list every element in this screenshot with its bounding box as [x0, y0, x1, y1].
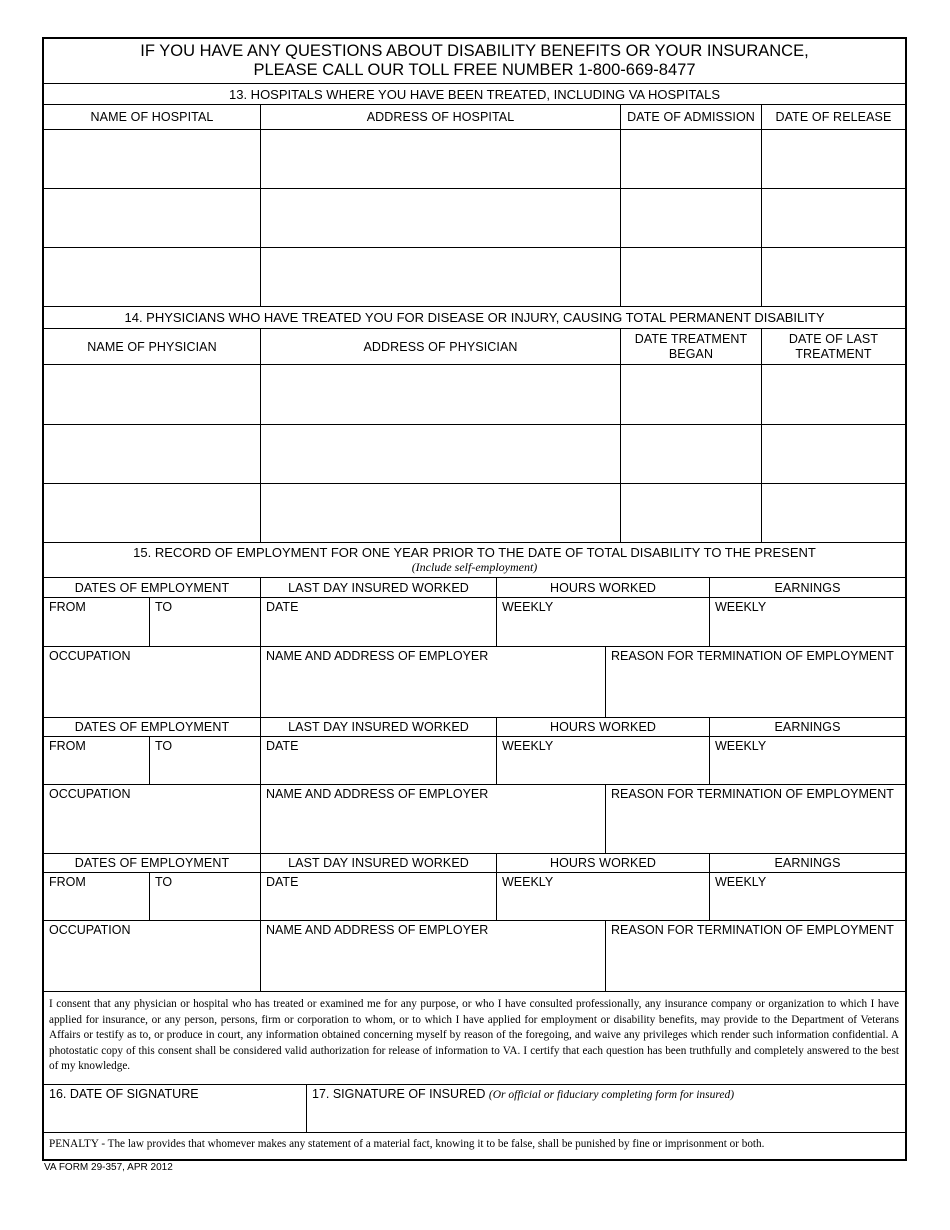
employment-dates-row: [44, 873, 905, 921]
physician-name-field[interactable]: [44, 425, 260, 483]
to-field[interactable]: TO: [149, 598, 260, 646]
col-dates-of-employment: DATES OF EMPLOYMENT: [74, 856, 230, 870]
form-header: [44, 39, 905, 84]
section-15-title: 15. RECORD OF EMPLOYMENT FOR ONE YEAR PRIOR TO THE DATE OF TOTAL DISABILITY TO THE PRESENT: [133, 545, 816, 560]
employment-dates-row: [44, 737, 905, 785]
employer-name-address-field[interactable]: NAME AND ADDRESS OF EMPLOYER: [260, 647, 605, 717]
hospital-row: [44, 248, 905, 307]
physician-row: [44, 484, 905, 543]
employment-details-row: [44, 785, 905, 854]
penalty-statement: PENALTY - The law provides that whomever makes any statement of a material fact, knowing it to be false, shall be punished by fine or imprisonment or both.: [49, 1138, 765, 1150]
weekly-earnings-field[interactable]: WEEKLY: [709, 598, 905, 646]
last-treatment-field[interactable]: [761, 425, 905, 483]
weekly-hours-field[interactable]: WEEKLY: [496, 598, 709, 646]
col-address-of-hospital: ADDRESS OF HOSPITAL: [260, 105, 620, 129]
release-date-field[interactable]: [761, 189, 905, 247]
col-last-day-insured-worked: LAST DAY INSURED WORKED: [260, 854, 496, 872]
occupation-field[interactable]: OCCUPATION: [49, 923, 131, 937]
physician-name-field[interactable]: [44, 484, 260, 542]
hospital-name-field[interactable]: [44, 189, 260, 247]
employment-dates-row: [44, 598, 905, 647]
last-treatment-field[interactable]: [761, 484, 905, 542]
to-field[interactable]: TO: [149, 737, 260, 784]
physician-row: [44, 365, 905, 425]
hospital-address-field[interactable]: [260, 189, 620, 247]
hospital-row: [44, 130, 905, 189]
date-of-signature-label: 16. DATE OF SIGNATURE: [49, 1087, 199, 1101]
admission-date-field[interactable]: [620, 189, 761, 247]
from-field[interactable]: FROM: [49, 739, 86, 753]
signature-of-insured-field[interactable]: [306, 1085, 905, 1132]
hospital-address-field[interactable]: [260, 248, 620, 306]
col-earnings: EARNINGS: [709, 854, 905, 872]
col-last-day-insured-worked: LAST DAY INSURED WORKED: [260, 578, 496, 597]
employer-name-address-field[interactable]: NAME AND ADDRESS OF EMPLOYER: [260, 921, 605, 991]
col-date-of-admission: DATE OF ADMISSION: [620, 105, 761, 129]
physician-name-field[interactable]: [44, 365, 260, 424]
col-last-day-insured-worked: LAST DAY INSURED WORKED: [260, 718, 496, 736]
physician-address-field[interactable]: [260, 425, 620, 483]
last-day-date-field[interactable]: DATE: [260, 598, 496, 646]
to-field[interactable]: TO: [149, 873, 260, 920]
signature-of-insured-note: (Or official or fiduciary completing form for insured): [488, 1089, 735, 1101]
termination-reason-field[interactable]: REASON FOR TERMINATION OF EMPLOYMENT: [605, 785, 905, 853]
weekly-earnings-field[interactable]: WEEKLY: [709, 737, 905, 784]
physician-address-field[interactable]: [260, 484, 620, 542]
signature-of-insured-label: 17. SIGNATURE OF INSURED: [312, 1087, 486, 1101]
section-13-title: 13. HOSPITALS WHERE YOU HAVE BEEN TREATED, INCLUDING VA HOSPITALS: [44, 84, 905, 105]
hospital-name-field[interactable]: [44, 130, 260, 188]
col-hours-worked: HOURS WORKED: [496, 854, 709, 872]
last-treatment-field[interactable]: [761, 365, 905, 424]
col-address-of-physician: ADDRESS OF PHYSICIAN: [260, 329, 620, 364]
form-id: VA FORM 29-357, APR 2012: [44, 1162, 173, 1173]
weekly-hours-field[interactable]: WEEKLY: [496, 737, 709, 784]
col-earnings: EARNINGS: [709, 718, 905, 736]
termination-reason-field[interactable]: REASON FOR TERMINATION OF EMPLOYMENT: [605, 647, 905, 717]
section-14-title: 14. PHYSICIANS WHO HAVE TREATED YOU FOR DISEASE OR INJURY, CAUSING TOTAL PERMANENT DISABILITY: [44, 307, 905, 329]
col-date-of-last-treatment: DATE OF LAST TREATMENT: [761, 329, 905, 364]
col-earnings: EARNINGS: [709, 578, 905, 597]
admission-date-field[interactable]: [620, 130, 761, 188]
signature-row: [44, 1085, 905, 1133]
termination-reason-field[interactable]: REASON FOR TERMINATION OF EMPLOYMENT: [605, 921, 905, 991]
section-13-header-row: [44, 105, 905, 130]
weekly-earnings-field[interactable]: WEEKLY: [709, 873, 905, 920]
physician-row: [44, 425, 905, 484]
treatment-began-field[interactable]: [620, 484, 761, 542]
from-field[interactable]: FROM: [49, 875, 86, 889]
hospital-name-field[interactable]: [44, 248, 260, 306]
col-name-of-physician: NAME OF PHYSICIAN: [87, 339, 217, 354]
col-hours-worked: HOURS WORKED: [496, 718, 709, 736]
header-line-1: IF YOU HAVE ANY QUESTIONS ABOUT DISABILITY BENEFITS OR YOUR INSURANCE,: [140, 42, 809, 60]
employment-details-row: [44, 647, 905, 718]
col-dates-of-employment: DATES OF EMPLOYMENT: [74, 720, 230, 734]
employment-details-row: [44, 921, 905, 992]
col-dates-of-employment: DATES OF EMPLOYMENT: [74, 580, 230, 595]
section-15-subtitle: (Include self-employment): [411, 560, 538, 574]
col-name-of-hospital: NAME OF HOSPITAL: [90, 110, 214, 124]
date-of-signature-field[interactable]: [44, 1085, 306, 1132]
release-date-field[interactable]: [761, 130, 905, 188]
va-form-29-357: [42, 37, 907, 1161]
occupation-field[interactable]: OCCUPATION: [49, 787, 131, 801]
section-15-title-block: [44, 543, 905, 578]
from-field[interactable]: FROM: [49, 600, 86, 614]
employment-header-row: [44, 578, 905, 598]
header-line-2: PLEASE CALL OUR TOLL FREE NUMBER 1-800-669-8477: [253, 61, 696, 79]
hospital-row: [44, 189, 905, 248]
weekly-hours-field[interactable]: WEEKLY: [496, 873, 709, 920]
employment-header-row: [44, 854, 905, 873]
treatment-began-field[interactable]: [620, 425, 761, 483]
col-hours-worked: HOURS WORKED: [496, 578, 709, 597]
physician-address-field[interactable]: [260, 365, 620, 424]
last-day-date-field[interactable]: DATE: [260, 873, 496, 920]
col-date-of-release: DATE OF RELEASE: [761, 105, 905, 129]
consent-statement: I consent that any physician or hospital who has treated or examined me for any purpose, or who I have consulted professionally, any insurance company or organization to which I have applied for insurance, or any person, persons, firm or corporation to whom, or to which I have applied for employment or disability benefits, may provide to the Department of Veterans Affairs or testify as to, or produce in court, any information obtained concerning myself by reason of the foregoing, and waive any privileges which render such information confidential. A photostatic copy of this consent shall be considered valid authorization for release of information to VA. I certify that each question has been truthfully and completely answered to the best of my knowledge.: [44, 992, 905, 1085]
employer-name-address-field[interactable]: NAME AND ADDRESS OF EMPLOYER: [260, 785, 605, 853]
section-14-header-row: [44, 329, 905, 365]
employment-header-row: [44, 718, 905, 737]
col-date-treatment-began: DATE TREATMENT BEGAN: [620, 329, 761, 364]
last-day-date-field[interactable]: DATE: [260, 737, 496, 784]
hospital-address-field[interactable]: [260, 130, 620, 188]
occupation-field[interactable]: OCCUPATION: [49, 649, 131, 663]
admission-date-field[interactable]: [620, 248, 761, 306]
treatment-began-field[interactable]: [620, 365, 761, 424]
release-date-field[interactable]: [761, 248, 905, 306]
